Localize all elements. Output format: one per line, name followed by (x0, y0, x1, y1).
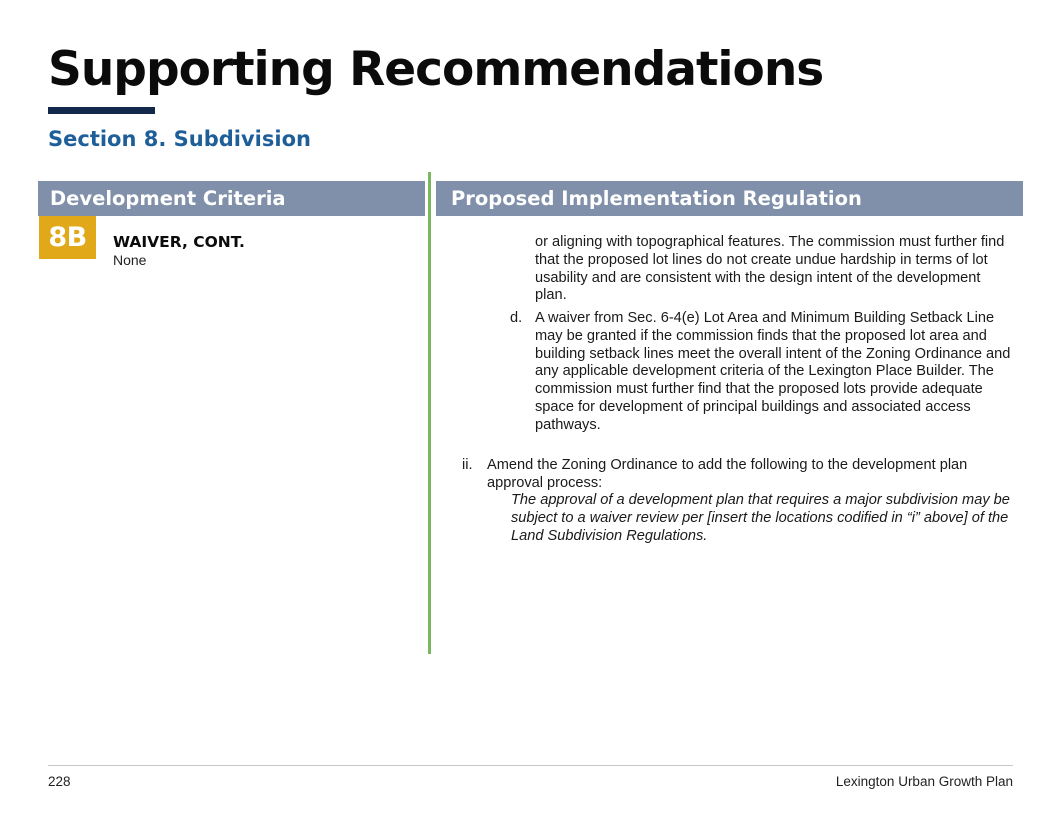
criteria-text: None (113, 252, 147, 268)
regulation-continuation-paragraph: or aligning with topographical features. The commission must further find that the proposed lot lines do not create undue hardship in terms of lot usability and are consistent with the design intent of the development plan. (535, 234, 1005, 304)
page-title: Supporting Recommendations (48, 42, 824, 97)
implementation-regulation-header: Proposed Implementation Regulation (436, 181, 1023, 216)
list-item-d: A waiver from Sec. 6-4(e) Lot Area and Minimum Building Setback Line may be granted if the commission finds that the proposed lot area and building setback lines meet the overall intent of the Zoning Ordinance and any applicable development criteria of the Lexington Place Builder. The commission must further find that the proposed lots provide adequate space for development of principal buildings and associated access pathways. (535, 310, 1011, 433)
list-marker-d: d. (510, 310, 523, 326)
footer-rule (48, 765, 1013, 766)
page-number: 228 (48, 774, 71, 789)
criteria-title: WAIVER, CONT. (113, 233, 245, 251)
development-criteria-header: Development Criteria (38, 181, 425, 216)
section-subtitle: Section 8. Subdivision (48, 127, 311, 151)
title-underline (48, 107, 155, 114)
document-title: Lexington Urban Growth Plan (835, 774, 1013, 789)
column-divider (428, 172, 431, 654)
criteria-badge: 8B (39, 216, 96, 259)
list-item-ii: Amend the Zoning Ordinance to add the following to the development plan approval process: (487, 457, 968, 491)
list-marker-ii: ii. (462, 457, 473, 473)
proposed-ordinance-quote: The approval of a development plan that requires a major subdivision may be subject to a waiver review per [insert the locations codified in “i” above] of the Land Subdivision Regulations. (511, 492, 1010, 544)
